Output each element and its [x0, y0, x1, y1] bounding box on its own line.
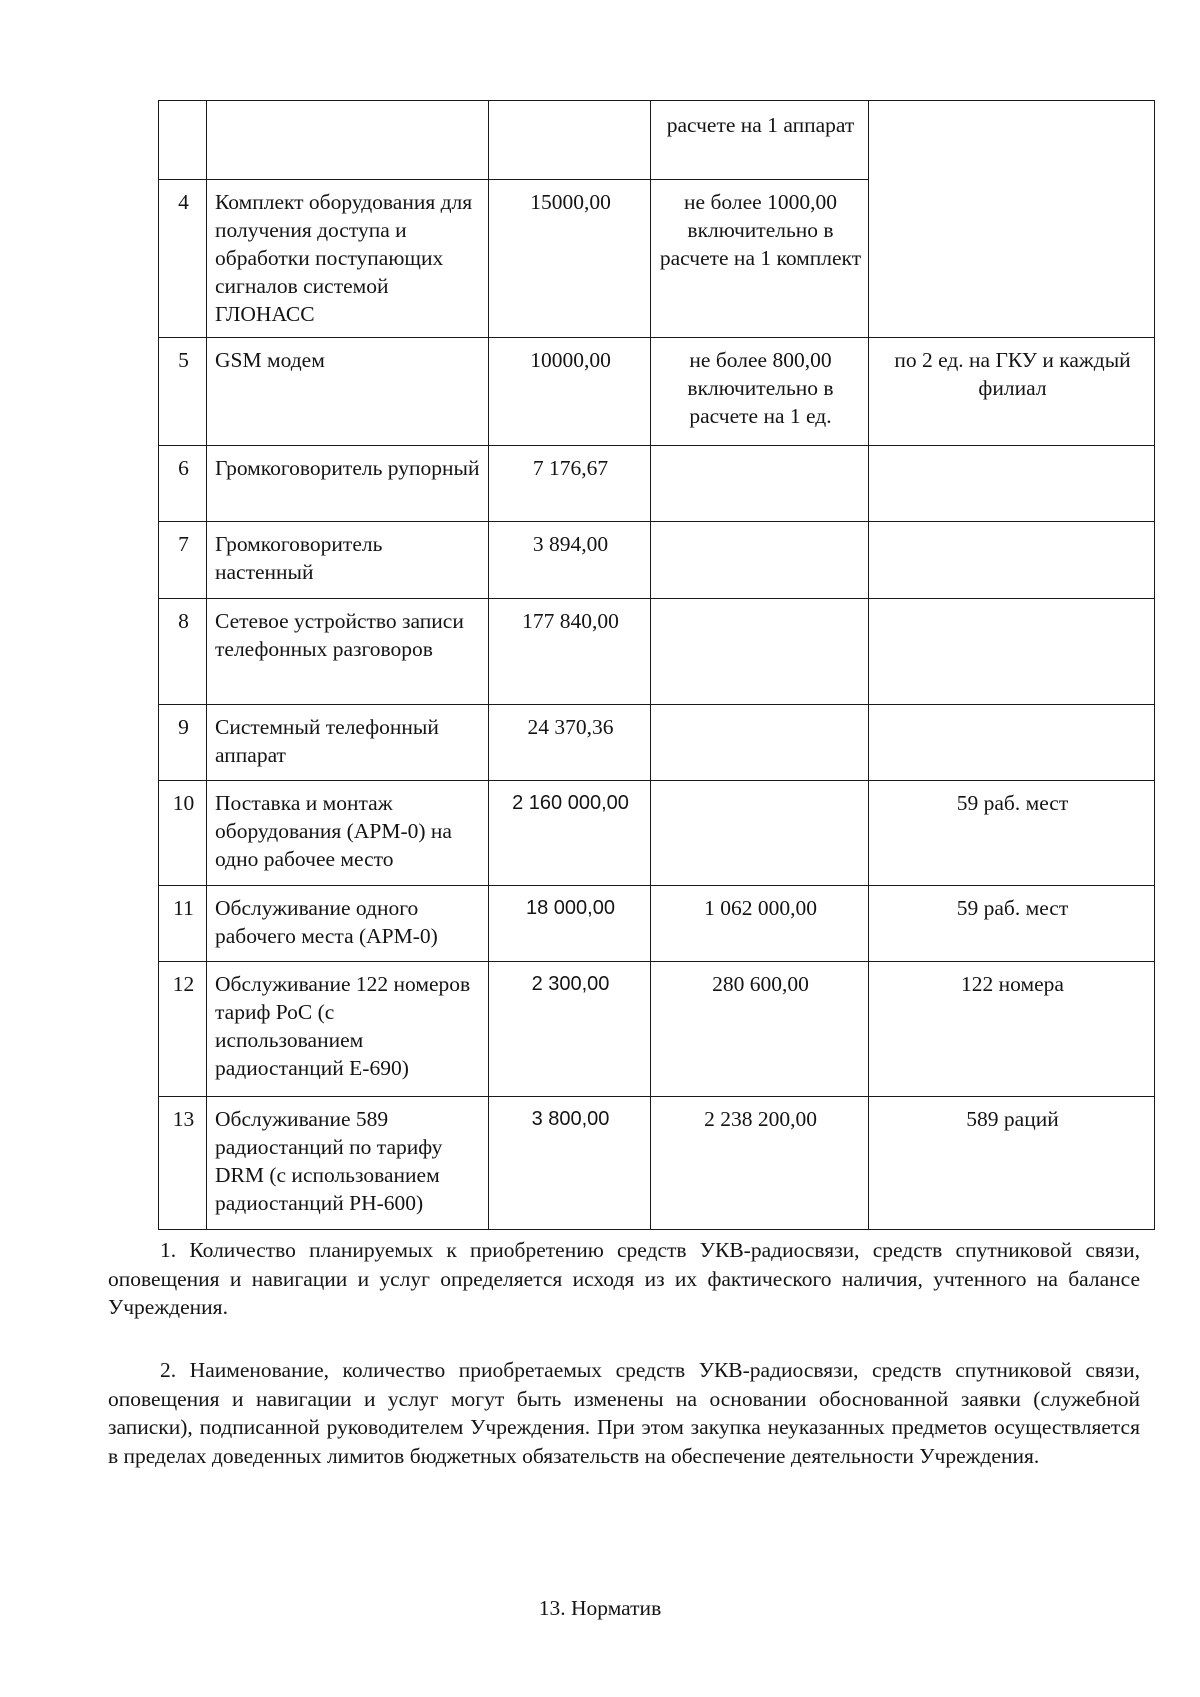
item-price: 24 370,36	[489, 705, 651, 781]
item-quantity: 59 раб. мест	[869, 781, 1155, 886]
item-name: Системный телефонный аппарат	[207, 705, 489, 781]
item-cost: 2 238 200,00	[651, 1097, 869, 1230]
item-name: Поставка и монтаж оборудования (АРМ-0) на одно рабочее место	[207, 781, 489, 886]
item-name: Обслуживание 589 радиостанций по тарифу DRM (с использованием радиостанций РН-600)	[207, 1097, 489, 1230]
row-number: 9	[159, 705, 207, 781]
item-price: 7 176,67	[489, 446, 651, 522]
table-row	[159, 962, 1155, 1097]
item-price	[489, 101, 651, 180]
item-price: 3 894,00	[489, 522, 651, 599]
item-price: 10000,00	[489, 338, 651, 446]
item-quantity: 59 раб. мест	[869, 886, 1155, 962]
item-cost: 1 062 000,00	[651, 886, 869, 962]
item-cost	[651, 522, 869, 599]
row-number: 4	[159, 180, 207, 338]
item-quantity	[869, 522, 1155, 599]
table-row	[159, 338, 1155, 446]
row-number: 8	[159, 599, 207, 705]
table-row	[159, 705, 1155, 781]
item-cost: не более 800,00 включительно в расчете на 1 ед.	[651, 338, 869, 446]
table-row	[159, 522, 1155, 599]
item-name: GSM модем	[207, 338, 489, 446]
item-quantity	[869, 446, 1155, 522]
item-cost: 280 600,00	[651, 962, 869, 1097]
item-cost	[651, 705, 869, 781]
item-quantity: по 2 ед. на ГКУ и каждый филиал	[869, 338, 1155, 446]
item-cost	[651, 599, 869, 705]
item-quantity	[869, 705, 1155, 781]
table-row	[159, 446, 1155, 522]
item-cost: не более 1000,00 включительно в расчете на 1 комплект	[651, 180, 869, 338]
item-price: 2 300,00	[489, 962, 651, 1097]
item-price: 2 160 000,00	[489, 781, 651, 886]
item-quantity	[869, 599, 1155, 705]
item-name: Комплект оборудования для получения доступа и обработки поступающих сигналов системой ГЛОНАСС	[207, 180, 489, 338]
item-price: 18 000,00	[489, 886, 651, 962]
item-name: Обслуживание 122 номеров тариф РоС (с использованием радиостанций Е-690)	[207, 962, 489, 1097]
row-number	[159, 101, 207, 180]
note-paragraph-2: 2. Наименование, количество приобретаемых средств УКВ-радиосвязи, средств спутниковой связи, оповещения и навигации и услуг могут быть изменены на основании обоснованной заявки (служебной записки), подписанной руководителем Учреждения. При этом закупка неуказанных предметов осуществляется в пределах доведенных лимитов бюджетных обязательств на обеспечение деятельности Учреждения.	[108, 1358, 1140, 1468]
row-number: 6	[159, 446, 207, 522]
table-row	[159, 886, 1155, 962]
item-quantity: 589 раций	[869, 1097, 1155, 1230]
table-row	[159, 101, 1155, 180]
item-name: Сетевое устройство записи телефонных разговоров	[207, 599, 489, 705]
section-heading: 13. Норматив	[538, 1596, 662, 1620]
item-cost	[651, 781, 869, 886]
item-name: Громкоговоритель настенный	[207, 522, 489, 599]
row-number: 12	[159, 962, 207, 1097]
item-price: 15000,00	[489, 180, 651, 338]
table-row	[159, 599, 1155, 705]
row-number: 5	[159, 338, 207, 446]
row-number: 7	[159, 522, 207, 599]
table-row	[159, 781, 1155, 886]
row-number: 13	[159, 1097, 207, 1230]
item-name	[207, 101, 489, 180]
row-number: 11	[159, 886, 207, 962]
row-number: 10	[159, 781, 207, 886]
equipment-table	[158, 100, 1155, 1230]
item-quantity	[869, 101, 1155, 338]
note-paragraph-1: 1. Количество планируемых к приобретению средств УКВ-радиосвязи, средств спутниковой связи, оповещения и навигации и услуг определяется исходя из их фактического наличия, учтенного на балансе Учреждения.	[108, 1238, 1140, 1319]
item-price: 3 800,00	[489, 1097, 651, 1230]
item-name: Обслуживание одного рабочего места (АРМ-0)	[207, 886, 489, 962]
table-row	[159, 1097, 1155, 1230]
item-quantity: 122 номера	[869, 962, 1155, 1097]
item-cost: расчете на 1 аппарат	[651, 101, 869, 180]
item-name: Громкоговоритель рупорный	[207, 446, 489, 522]
item-cost	[651, 446, 869, 522]
item-price: 177 840,00	[489, 599, 651, 705]
